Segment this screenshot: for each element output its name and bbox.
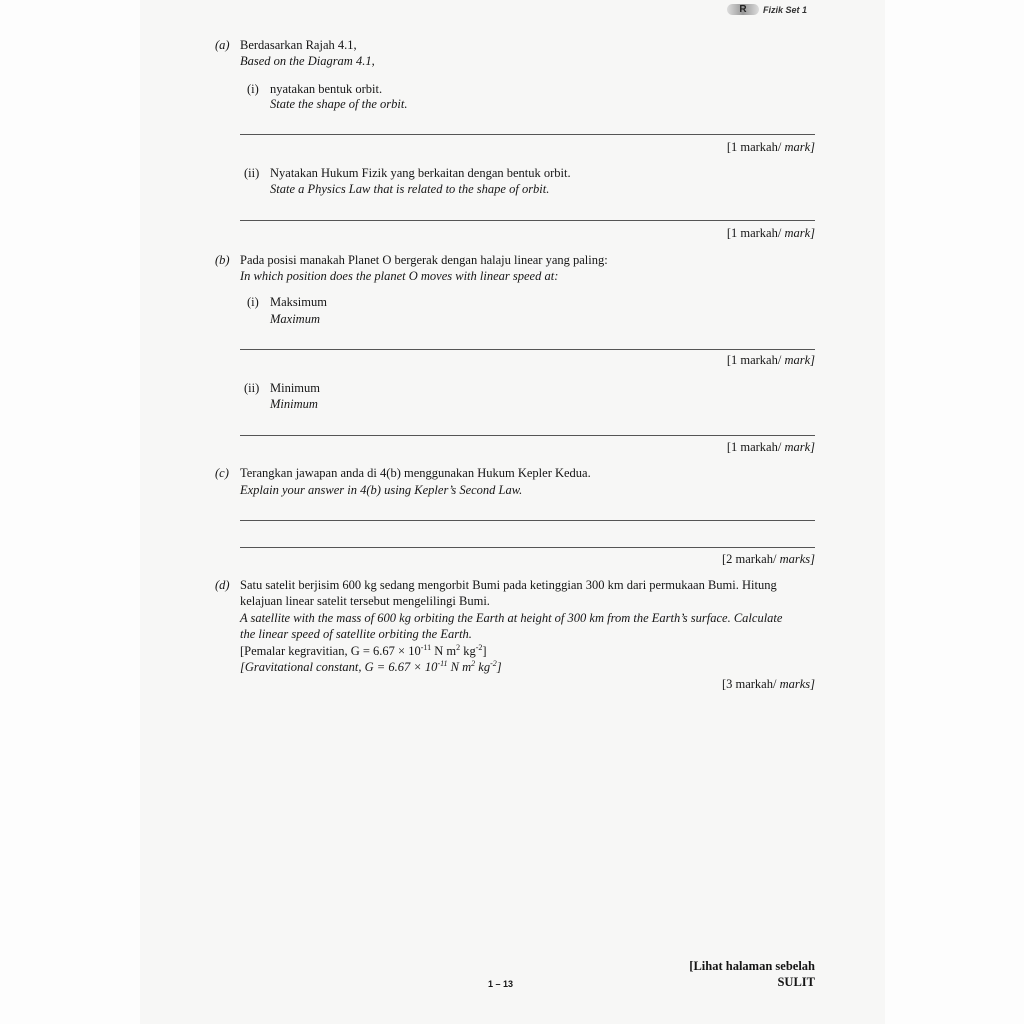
question-d-label: (d) [215,578,230,592]
page-number: 1 – 13 [488,979,514,989]
unit: kg [475,660,491,674]
question-b-ii-ms: Minimum [270,381,321,395]
question-a-i-label: (i) [247,82,259,96]
bracket: ] [482,644,487,658]
mark-en: mark] [784,140,815,154]
answer-line[interactable] [240,349,815,350]
mark-a-ii [727,225,815,241]
question-a-i-ms: nyatakan bentuk orbit. [270,82,383,96]
question-a-ii-label: (ii) [244,166,260,180]
unit: N m [447,660,472,674]
sulit-label: SULIT [777,975,815,989]
question-c-ms: Terangkan jawapan anda di 4(b) menggunakan Hukum Kepler Kedua. [240,466,591,480]
logo-letter: R [739,4,747,15]
question-a-i-en: State the shape of the orbit. [270,97,408,111]
mark-en: mark] [784,440,815,454]
exponent: -2 [490,658,497,668]
question-a-ms: Berdasarkan Rajah 4.1, [240,38,357,52]
question-d-en-line2: the linear speed of satellite orbiting the Earth. [240,627,472,641]
question-b-ii-en: Minimum [270,397,318,411]
question-a-ii-en: State a Physics Law that is related to the shape of orbit. [270,182,550,196]
mark-ms: [3 markah/ [721,677,777,691]
exponent: -11 [437,658,448,668]
question-a-label: (a) [215,38,230,52]
mark-en: mark] [784,353,815,367]
set-label: Fizik Set 1 [763,4,808,15]
mark-b-i [727,352,815,368]
unit: kg [460,644,476,658]
see-next-page: [Lihat halaman sebelah [689,959,815,973]
mark-ms: [2 markah/ [721,552,777,566]
mark-ms: [1 markah/ [726,140,782,154]
question-d-ms-line2: kelajuan linear satelit tersebut mengelilingi Bumi. [240,594,490,608]
question-a-ii-ms: Nyatakan Hukum Fizik yang berkaitan dengan bentuk orbit. [270,166,571,180]
question-b-i-en: Maximum [270,312,320,326]
question-b-i-ms: Maksimum [270,295,327,309]
page-header [727,4,807,15]
constant-ms [240,643,487,659]
question-b-ii-label: (ii) [244,381,260,395]
unit: N m [431,644,457,658]
mark-en: mark] [784,226,815,240]
question-d-en-line1: A satellite with the mass of 600 kg orbiting the Earth at height of 300 km from the Earth’s surface. Calculate [240,611,783,625]
question-b-en: In which position does the planet O moves with linear speed at: [240,269,559,283]
constant-text: [Gravitational constant, G = 6.67 × 10 [240,660,438,674]
exponent: 2 [456,642,461,652]
answer-line[interactable] [240,547,815,548]
bracket: ] [496,660,502,674]
exponent: 2 [471,658,476,668]
exponent: -11 [420,642,432,652]
mark-en: marks] [779,552,815,566]
question-b-ms: Pada posisi manakah Planet O bergerak dengan halaju linear yang paling: [240,253,608,267]
question-b-label: (b) [215,253,230,267]
mark-en: marks] [779,677,815,691]
mark-d [722,676,815,692]
mark-ms: [1 markah/ [726,226,782,240]
answer-line[interactable] [240,520,815,521]
mark-c [722,551,815,567]
answer-line[interactable] [240,220,815,221]
constant-en [240,659,502,675]
mark-ms: [1 markah/ [726,353,782,367]
exponent: -2 [475,642,483,652]
question-a-en: Based on the Diagram 4.1, [240,54,375,68]
constant-text: [Pemalar kegravitian, G = 6.67 × 10 [240,644,421,658]
mark-ms: [1 markah/ [726,440,782,454]
mark-a-i [727,139,815,155]
answer-line[interactable] [240,435,815,436]
answer-line[interactable] [240,134,815,135]
publisher-logo [727,4,759,15]
question-b-i-label: (i) [247,295,259,309]
question-c-en: Explain your answer in 4(b) using Kepler’s Second Law. [240,483,523,497]
question-d-ms-line1: Satu satelit berjisim 600 kg sedang mengorbit Bumi pada ketinggian 300 km dari permukaan Bumi. Hitung [240,578,777,592]
mark-b-ii [727,439,815,455]
question-c-label: (c) [215,466,229,480]
